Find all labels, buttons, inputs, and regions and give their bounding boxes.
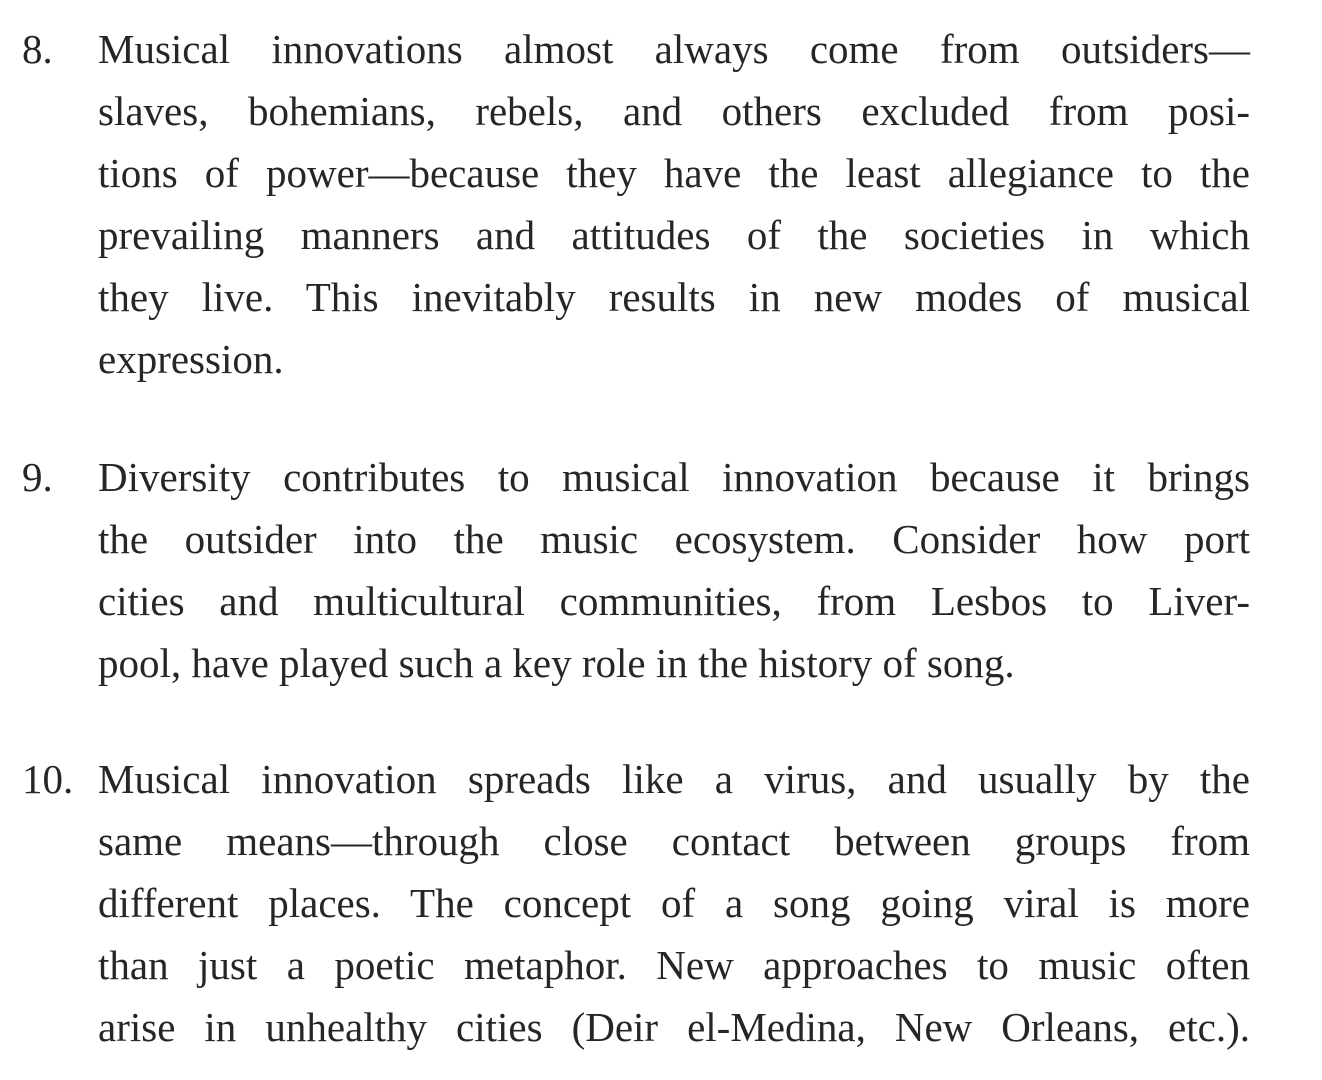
text-line: the outsider into the music ecosystem. Consider how port — [98, 516, 1250, 562]
numbered-list-item — [22, 18, 1250, 390]
text-line: same means—through close contact between groups from — [98, 818, 1250, 864]
list-item-number: 10. — [22, 756, 74, 802]
text-line: Diversity contributes to musical innovation because it brings — [98, 454, 1250, 500]
text-line: Musical innovation spreads like a virus, and usually by the — [98, 756, 1250, 802]
text-line: slaves, bohemians, rebels, and others excluded from posi- — [98, 88, 1250, 134]
text-line: tions of power—because they have the least allegiance to the — [98, 150, 1250, 196]
text-line: different places. The concept of a song going viral is more — [98, 880, 1250, 926]
list-item-text — [98, 18, 1250, 390]
text-line: pool, have played such a key role in the history of song. — [98, 640, 1015, 686]
numbered-list-item — [22, 446, 1250, 694]
text-line: prevailing manners and attitudes of the societies in which — [98, 212, 1250, 258]
list-item-text — [98, 446, 1250, 694]
text-line: they live. This inevitably results in new modes of musical — [98, 274, 1250, 320]
list-item-number: 8. — [22, 26, 53, 72]
text-line: arise in unhealthy cities (Deir el-Medina, New Orleans, etc.). — [98, 1004, 1250, 1050]
text-line: cities and multicultural communities, from Lesbos to Liver- — [98, 578, 1250, 624]
list-item-text — [98, 748, 1250, 1058]
text-line: expression. — [98, 336, 284, 382]
numbered-list-item — [22, 748, 1250, 1058]
text-line: Musical innovations almost always come from outsiders— — [98, 26, 1250, 72]
list-item-number: 9. — [22, 454, 53, 500]
text-line: than just a poetic metaphor. New approaches to music often — [98, 942, 1250, 988]
